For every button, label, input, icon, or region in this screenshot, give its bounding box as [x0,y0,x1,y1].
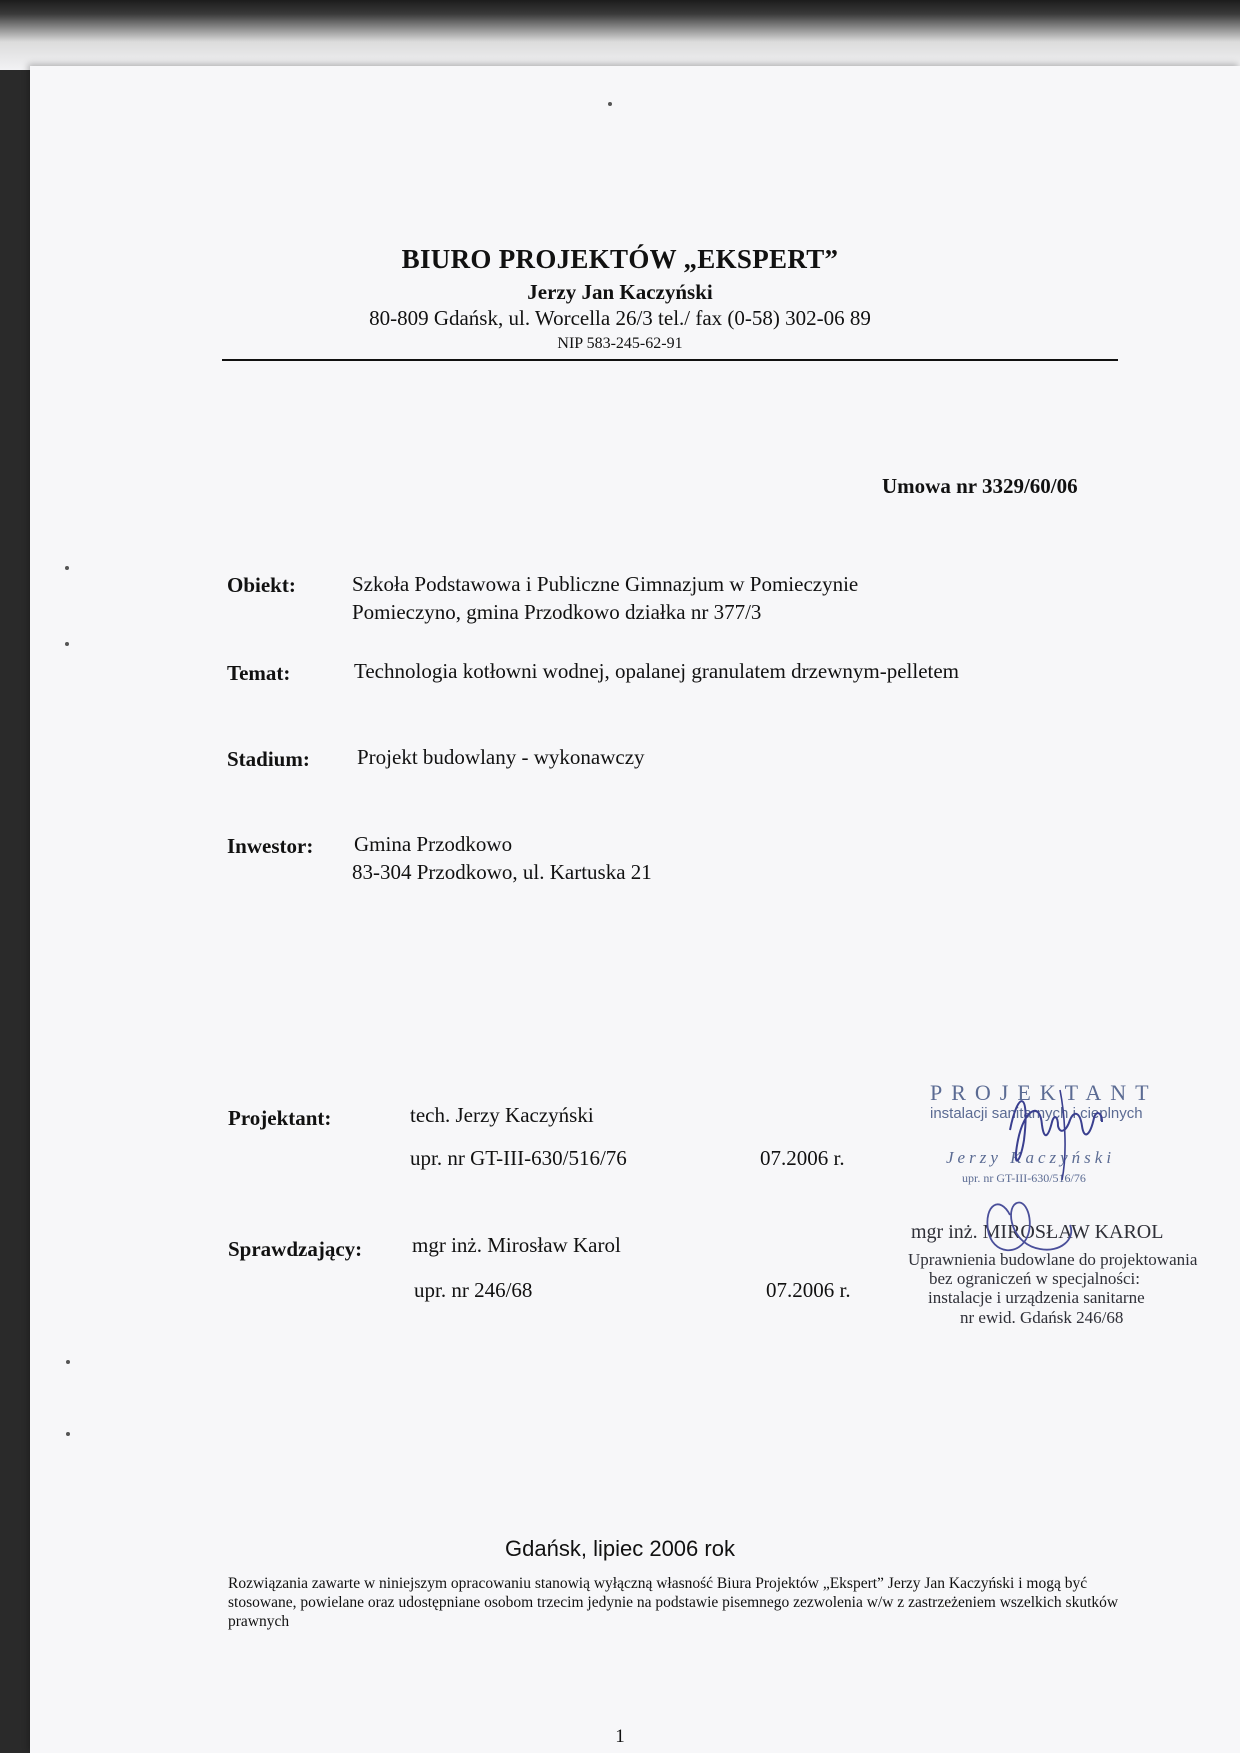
investor-label: Inwestor: [227,834,314,858]
checker-stamp-title: mgr inż. MIROSŁAW KAROL [911,1221,1164,1243]
scan-speck [608,102,612,106]
place-and-date: Gdańsk, lipiec 2006 rok [505,1536,735,1561]
checker-label: Sprawdzający: [228,1237,363,1261]
checker-date: 07.2006 r. [766,1278,851,1302]
checker-stamp-line4: nr ewid. Gdańsk 246/68 [960,1308,1124,1327]
firm-address: 80-809 Gdańsk, ul. Worcella 26/3 tel./ fax (0-58) 302-06 89 [369,306,871,330]
designer-label: Projektant: [228,1106,332,1130]
designer-name: tech. Jerzy Kaczyński [410,1103,594,1127]
checker-stamp-line1: Uprawnienia budowlane do projektowania [908,1250,1198,1269]
checker-signature [970,1175,1100,1275]
object-line1: Szkoła Podstawowa i Publiczne Gimnazjum w Pomieczynie [352,572,859,596]
firm-person: Jerzy Jan Kaczyński [527,280,713,304]
checker-stamp-line3: instalacje i urządzenia sanitarne [928,1288,1145,1307]
firm-nip: NIP 583-245-62-91 [557,335,683,352]
checker-stamp-line2: bez ograniczeń w specjalności: [929,1269,1140,1288]
page-number: 1 [615,1726,625,1747]
designer-stamp-name: Jerzy Kaczyński [946,1148,1116,1167]
contract-number: Umowa nr 3329/60/06 [882,474,1078,498]
firm-name: BIURO PROJEKTÓW „EKSPERT” [401,244,839,274]
designer-date: 07.2006 r. [760,1146,845,1170]
topic-value: Technologia kotłowni wodnej, opalanej granulatem drzewnym-pelletem [354,659,960,683]
designer-license: upr. nr GT-III-630/516/76 [410,1146,627,1170]
investor-line1: Gmina Przodkowo [354,832,513,856]
designer-stamp-title: PROJEKTANT [930,1080,1158,1105]
object-line2: Pomieczyno, gmina Przodkowo działka nr 377/3 [352,600,762,624]
binding-hole-mark [65,566,69,570]
binding-hole-mark [66,1360,70,1364]
binding-hole-mark [65,642,69,646]
designer-stamp-subtitle: instalacji sanitarnych i cieplnych [930,1105,1143,1122]
topic-label: Temat: [227,661,291,685]
investor-line2: 83-304 Przodkowo, ul. Kartuska 21 [352,860,652,884]
copyright-note: Rozwiązania zawarte w niniejszym opracowaniu stanowią wyłączną własność Biura Projektów „Ekspert” Jerzy Jan Kaczyński i mogą być stosowane, powielane oraz udostępniane osobom trzecim jedynie na podstawie pisemnego zezwolenia w/w z zastrzeżeniem wszelkich skutków prawnych [228,1575,1119,1630]
object-label: Obiekt: [227,573,296,597]
designer-signature [990,1070,1130,1190]
designer-stamp-number: upr. nr GT-III-630/516/76 [962,1171,1086,1185]
header-divider [222,359,1118,361]
binding-hole-mark [66,1432,70,1436]
stage-label: Stadium: [227,747,310,771]
checker-name: mgr inż. Mirosław Karol [412,1233,621,1257]
checker-license: upr. nr 246/68 [414,1278,533,1302]
stage-value: Projekt budowlany - wykonawczy [357,745,645,769]
scan-border [0,0,1240,70]
